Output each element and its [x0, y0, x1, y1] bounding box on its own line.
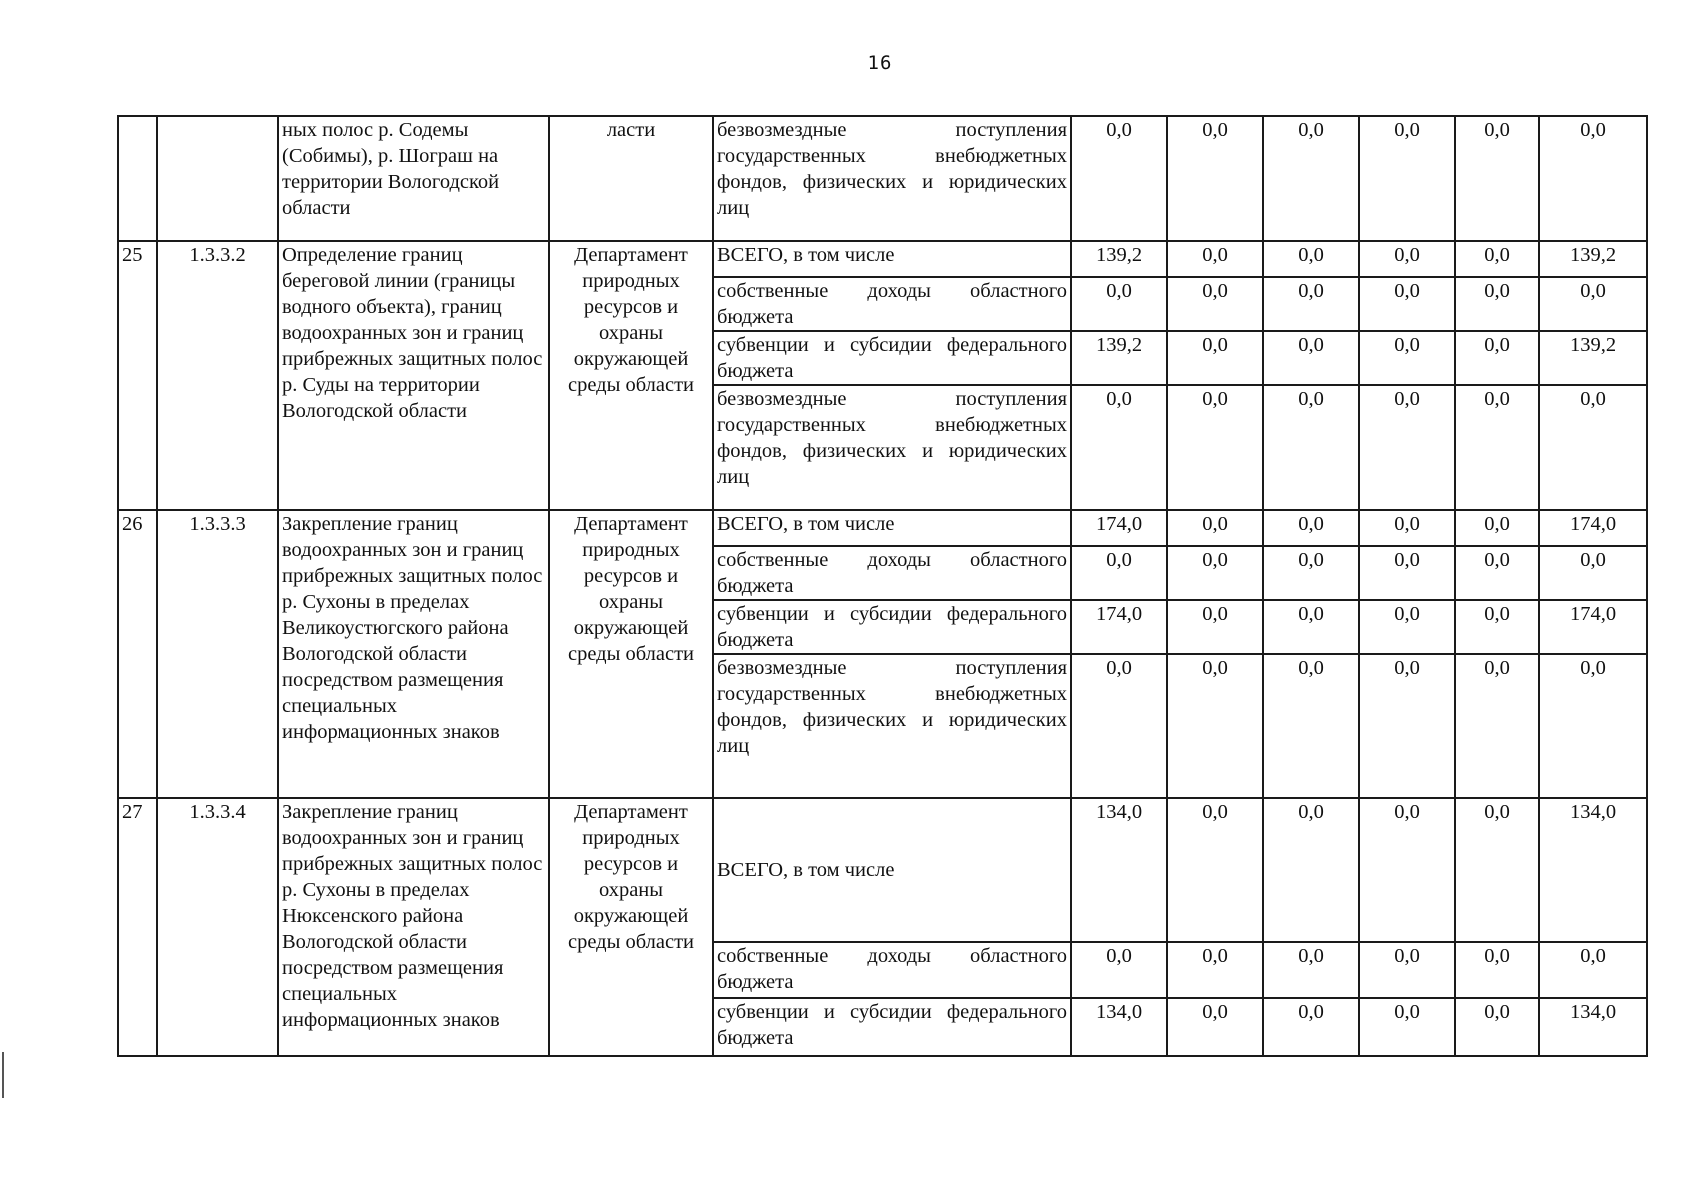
value-cell: 0,0	[1539, 654, 1647, 798]
responsible-department: Департамент природных ресурсов и охраны окружающей среды области	[549, 510, 713, 798]
value-cell: 0,0	[1071, 277, 1167, 331]
value-cell: 0,0	[1539, 277, 1647, 331]
value-cell: 0,0	[1359, 798, 1455, 942]
value-cell: 0,0	[1167, 546, 1263, 600]
value-cell: 0,0	[1167, 600, 1263, 654]
value-cell: 0,0	[1359, 546, 1455, 600]
value-cell: 0,0	[1167, 277, 1263, 331]
responsible-department: Департамент природных ресурсов и охраны окружающей среды области	[549, 798, 713, 1056]
value-cell: 134,0	[1539, 998, 1647, 1056]
value-cell: 0,0	[1455, 998, 1539, 1056]
value-cell: 0,0	[1455, 510, 1539, 546]
table-row	[118, 510, 1647, 546]
measure-code: 1.3.3.2	[157, 241, 278, 510]
value-cell: 0,0	[1071, 942, 1167, 998]
value-cell: 0,0	[1263, 654, 1359, 798]
value-cell: 139,2	[1071, 241, 1167, 277]
measure-code: 1.3.3.4	[157, 798, 278, 1056]
measure-name: Определение границ береговой линии (границы водного объекта), границ водоохранных зон и границ прибрежных защитных полос р. Суды на территории Вологодской области	[278, 241, 549, 510]
funding-source: безвозмездные поступления государственных внебюджетных фондов, физических и юридических лиц	[713, 385, 1071, 510]
funding-source: собственные доходы областного бюджета	[713, 942, 1071, 998]
row-number: 25	[118, 241, 157, 510]
measure-code	[157, 116, 278, 241]
value-cell: 0,0	[1539, 942, 1647, 998]
budget-table	[117, 115, 1648, 1057]
value-cell: 0,0	[1263, 546, 1359, 600]
table-row	[118, 798, 1647, 942]
value-cell: 0,0	[1167, 798, 1263, 942]
value-cell: 0,0	[1071, 385, 1167, 510]
value-cell: 0,0	[1359, 654, 1455, 798]
value-cell: 0,0	[1263, 798, 1359, 942]
measure-code: 1.3.3.3	[157, 510, 278, 798]
value-cell: 0,0	[1263, 116, 1359, 241]
value-cell: 0,0	[1263, 331, 1359, 385]
responsible-department: Департамент природных ресурсов и охраны окружающей среды области	[549, 241, 713, 510]
value-cell: 174,0	[1539, 600, 1647, 654]
page-number: 16	[867, 52, 893, 74]
value-cell: 0,0	[1455, 942, 1539, 998]
value-cell: 0,0	[1455, 798, 1539, 942]
value-cell: 0,0	[1539, 546, 1647, 600]
value-cell: 134,0	[1071, 798, 1167, 942]
funding-source: собственные доходы областного бюджета	[713, 277, 1071, 331]
value-cell: 0,0	[1359, 942, 1455, 998]
value-cell: 0,0	[1263, 510, 1359, 546]
value-cell: 174,0	[1071, 510, 1167, 546]
value-cell: 0,0	[1539, 385, 1647, 510]
funding-source: собственные доходы областного бюджета	[713, 546, 1071, 600]
value-cell: 0,0	[1167, 510, 1263, 546]
value-cell: 0,0	[1455, 277, 1539, 331]
value-cell: 0,0	[1359, 385, 1455, 510]
value-cell: 0,0	[1455, 116, 1539, 241]
value-cell: 0,0	[1455, 546, 1539, 600]
value-cell: 0,0	[1359, 277, 1455, 331]
funding-source: ВСЕГО, в том числе	[713, 241, 1071, 277]
value-cell: 0,0	[1167, 942, 1263, 998]
value-cell: 0,0	[1167, 241, 1263, 277]
value-cell: 139,2	[1539, 241, 1647, 277]
value-cell: 0,0	[1455, 600, 1539, 654]
value-cell: 0,0	[1455, 385, 1539, 510]
value-cell: 0,0	[1263, 942, 1359, 998]
value-cell: 0,0	[1071, 116, 1167, 241]
funding-source: субвенции и субсидии федерального бюджета	[713, 600, 1071, 654]
value-cell: 0,0	[1263, 241, 1359, 277]
value-cell: 174,0	[1071, 600, 1167, 654]
funding-source: безвозмездные поступления государственных внебюджетных фондов, физических и юридических лиц	[713, 654, 1071, 798]
value-cell: 0,0	[1455, 331, 1539, 385]
funding-source: ВСЕГО, в том числе	[713, 798, 1071, 942]
value-cell: 0,0	[1071, 654, 1167, 798]
value-cell: 0,0	[1539, 116, 1647, 241]
funding-source: субвенции и субсидии федерального бюджета	[713, 331, 1071, 385]
value-cell: 139,2	[1071, 331, 1167, 385]
row-number	[118, 116, 157, 241]
value-cell: 0,0	[1167, 998, 1263, 1056]
value-cell: 134,0	[1539, 798, 1647, 942]
value-cell: 0,0	[1359, 600, 1455, 654]
value-cell: 0,0	[1167, 385, 1263, 510]
row-number: 27	[118, 798, 157, 1056]
value-cell: 0,0	[1263, 998, 1359, 1056]
value-cell: 0,0	[1359, 331, 1455, 385]
table-row	[118, 116, 1647, 241]
measure-name: Закрепление границ водоохранных зон и границ прибрежных защитных полос р. Сухоны в пределах Великоустюгского района Вологодской области посредством размещения специальных информационных знаков	[278, 510, 549, 798]
measure-name: ных полос р. Содемы (Собимы), р. Шограш на территории Вологодской области	[278, 116, 549, 241]
funding-source: безвозмездные поступления государственных внебюджетных фондов, физических и юридических лиц	[713, 116, 1071, 241]
value-cell: 0,0	[1455, 241, 1539, 277]
row-number: 26	[118, 510, 157, 798]
responsible-department: ласти	[549, 116, 713, 241]
value-cell: 0,0	[1359, 116, 1455, 241]
value-cell: 0,0	[1359, 241, 1455, 277]
value-cell: 139,2	[1539, 331, 1647, 385]
measure-name: Закрепление границ водоохранных зон и границ прибрежных защитных полос р. Сухоны в пределах Нюксенского района Вологодской области посредством размещения специальных информационных знаков	[278, 798, 549, 1056]
funding-source: субвенции и субсидии федерального бюджета	[713, 998, 1071, 1056]
value-cell: 0,0	[1263, 600, 1359, 654]
value-cell: 0,0	[1359, 998, 1455, 1056]
value-cell: 134,0	[1071, 998, 1167, 1056]
value-cell: 0,0	[1167, 116, 1263, 241]
value-cell: 0,0	[1455, 654, 1539, 798]
value-cell: 0,0	[1359, 510, 1455, 546]
value-cell: 0,0	[1167, 654, 1263, 798]
value-cell: 174,0	[1539, 510, 1647, 546]
funding-source: ВСЕГО, в том числе	[713, 510, 1071, 546]
value-cell: 0,0	[1263, 385, 1359, 510]
value-cell: 0,0	[1263, 277, 1359, 331]
scan-margin-mark	[2, 1052, 4, 1098]
value-cell: 0,0	[1071, 546, 1167, 600]
table-row	[118, 241, 1647, 277]
value-cell: 0,0	[1167, 331, 1263, 385]
